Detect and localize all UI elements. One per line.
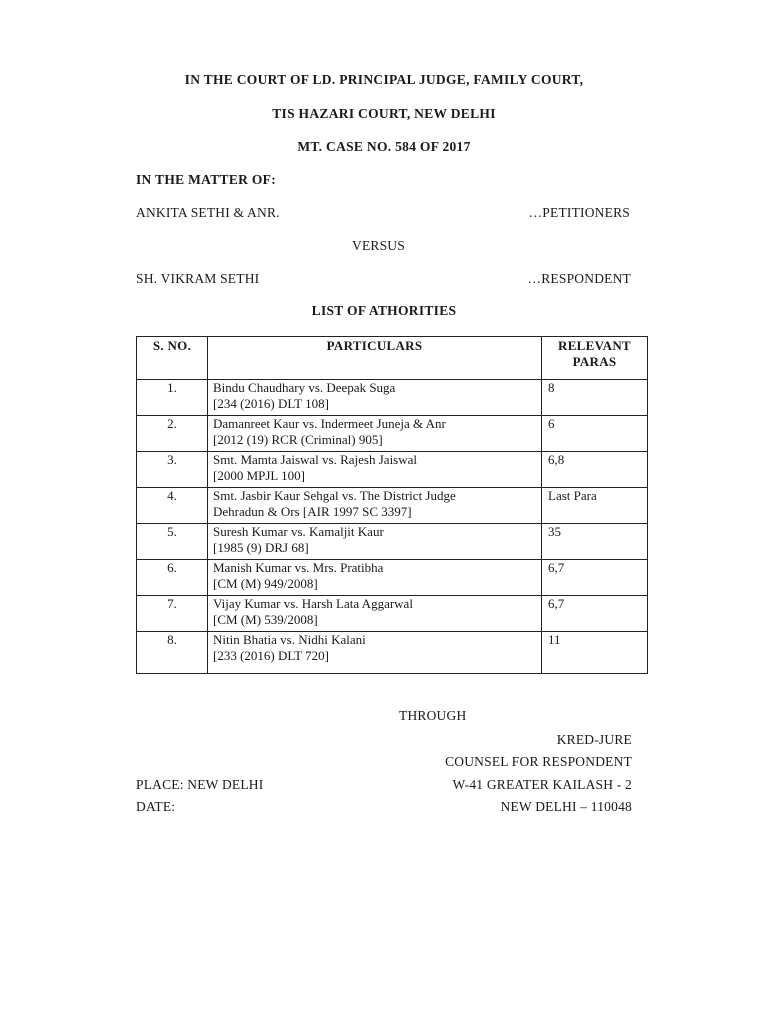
counsel-label: COUNSEL FOR RESPONDENT [445, 754, 632, 769]
row-paras: 6,7 [542, 596, 648, 632]
row-citation: [1985 (9) DRJ 68] [213, 540, 309, 555]
row-sno: 3. [137, 452, 208, 488]
firm-name: KRED-JURE [556, 732, 632, 747]
case-number: MT. CASE NO. 584 OF 2017 [297, 139, 471, 154]
row-particulars [208, 380, 542, 416]
row-particulars [208, 596, 542, 632]
address-line-2: NEW DELHI – 110048 [500, 799, 632, 814]
row-sno: 5. [137, 524, 208, 560]
row-citation: [2000 MPJL 100] [213, 468, 305, 483]
through-label: THROUGH [399, 708, 467, 723]
authorities-table [136, 336, 648, 674]
header-particulars: PARTICULARS [208, 337, 542, 380]
row-sno: 8. [137, 632, 208, 674]
row-case-name: Bindu Chaudhary vs. Deepak Suga [213, 380, 396, 395]
table-row [137, 416, 648, 452]
row-citation: [CM (M) 539/2008] [213, 612, 318, 627]
header-paras-line2: PARAS [572, 354, 617, 369]
row-case-name: Suresh Kumar vs. Kamaljit Kaur [213, 524, 384, 539]
row-particulars [208, 524, 542, 560]
petitioner-role: …PETITIONERS [528, 205, 630, 220]
table-row [137, 452, 648, 488]
matter-label: IN THE MATTER OF: [136, 172, 276, 187]
table-row [137, 596, 648, 632]
row-citation: [CM (M) 949/2008] [213, 576, 318, 591]
row-citation: [233 (2016) DLT 720] [213, 648, 329, 663]
table-row [137, 524, 648, 560]
row-citation: [2012 (19) RCR (Criminal) 905] [213, 432, 383, 447]
address-line-1: W-41 GREATER KAILASH - 2 [452, 777, 632, 792]
row-paras: 8 [542, 380, 648, 416]
place-label: PLACE: NEW DELHI [136, 777, 264, 792]
row-particulars [208, 416, 542, 452]
court-heading: IN THE COURT OF LD. PRINCIPAL JUDGE, FAMILY COURT, [184, 72, 584, 87]
row-particulars [208, 488, 542, 524]
row-paras: 6,7 [542, 560, 648, 596]
row-sno: 7. [137, 596, 208, 632]
row-case-name: Vijay Kumar vs. Harsh Lata Aggarwal [213, 596, 413, 611]
row-sno: 4. [137, 488, 208, 524]
respondent-role: …RESPONDENT [527, 271, 631, 286]
table-row [137, 488, 648, 524]
row-paras: 6 [542, 416, 648, 452]
row-particulars [208, 632, 542, 674]
row-particulars [208, 560, 542, 596]
row-case-name: Nitin Bhatia vs. Nidhi Kalani [213, 632, 366, 647]
row-paras: Last Para [542, 488, 648, 524]
respondent-name: SH. VIKRAM SETHI [136, 271, 260, 286]
row-citation: [234 (2016) DLT 108] [213, 396, 329, 411]
row-case-name: Damanreet Kaur vs. Indermeet Juneja & Anr [213, 416, 446, 431]
header-relevant-paras [542, 337, 648, 380]
row-sno: 2. [137, 416, 208, 452]
row-paras: 11 [542, 632, 648, 674]
header-paras-line1: RELEVANT [558, 338, 631, 353]
versus-label: VERSUS [352, 238, 405, 253]
row-citation: Dehradun & Ors [AIR 1997 SC 3397] [213, 504, 412, 519]
table-row [137, 560, 648, 596]
row-sno: 6. [137, 560, 208, 596]
court-location: TIS HAZARI COURT, NEW DELHI [272, 106, 496, 121]
header-sno: S. NO. [137, 337, 208, 380]
row-case-name: Manish Kumar vs. Mrs. Pratibha [213, 560, 384, 575]
petitioner-name: ANKITA SETHI & ANR. [136, 205, 280, 220]
row-case-name: Smt. Mamta Jaiswal vs. Rajesh Jaiswal [213, 452, 418, 467]
table-row [137, 632, 648, 674]
list-title: LIST OF ATHORITIES [311, 303, 457, 318]
row-sno: 1. [137, 380, 208, 416]
date-label: DATE: [136, 799, 176, 814]
row-paras: 35 [542, 524, 648, 560]
table-header-row [137, 337, 648, 380]
row-case-name: Smt. Jasbir Kaur Sehgal vs. The District Judge [213, 488, 456, 503]
row-paras: 6,8 [542, 452, 648, 488]
table-row [137, 380, 648, 416]
row-particulars [208, 452, 542, 488]
